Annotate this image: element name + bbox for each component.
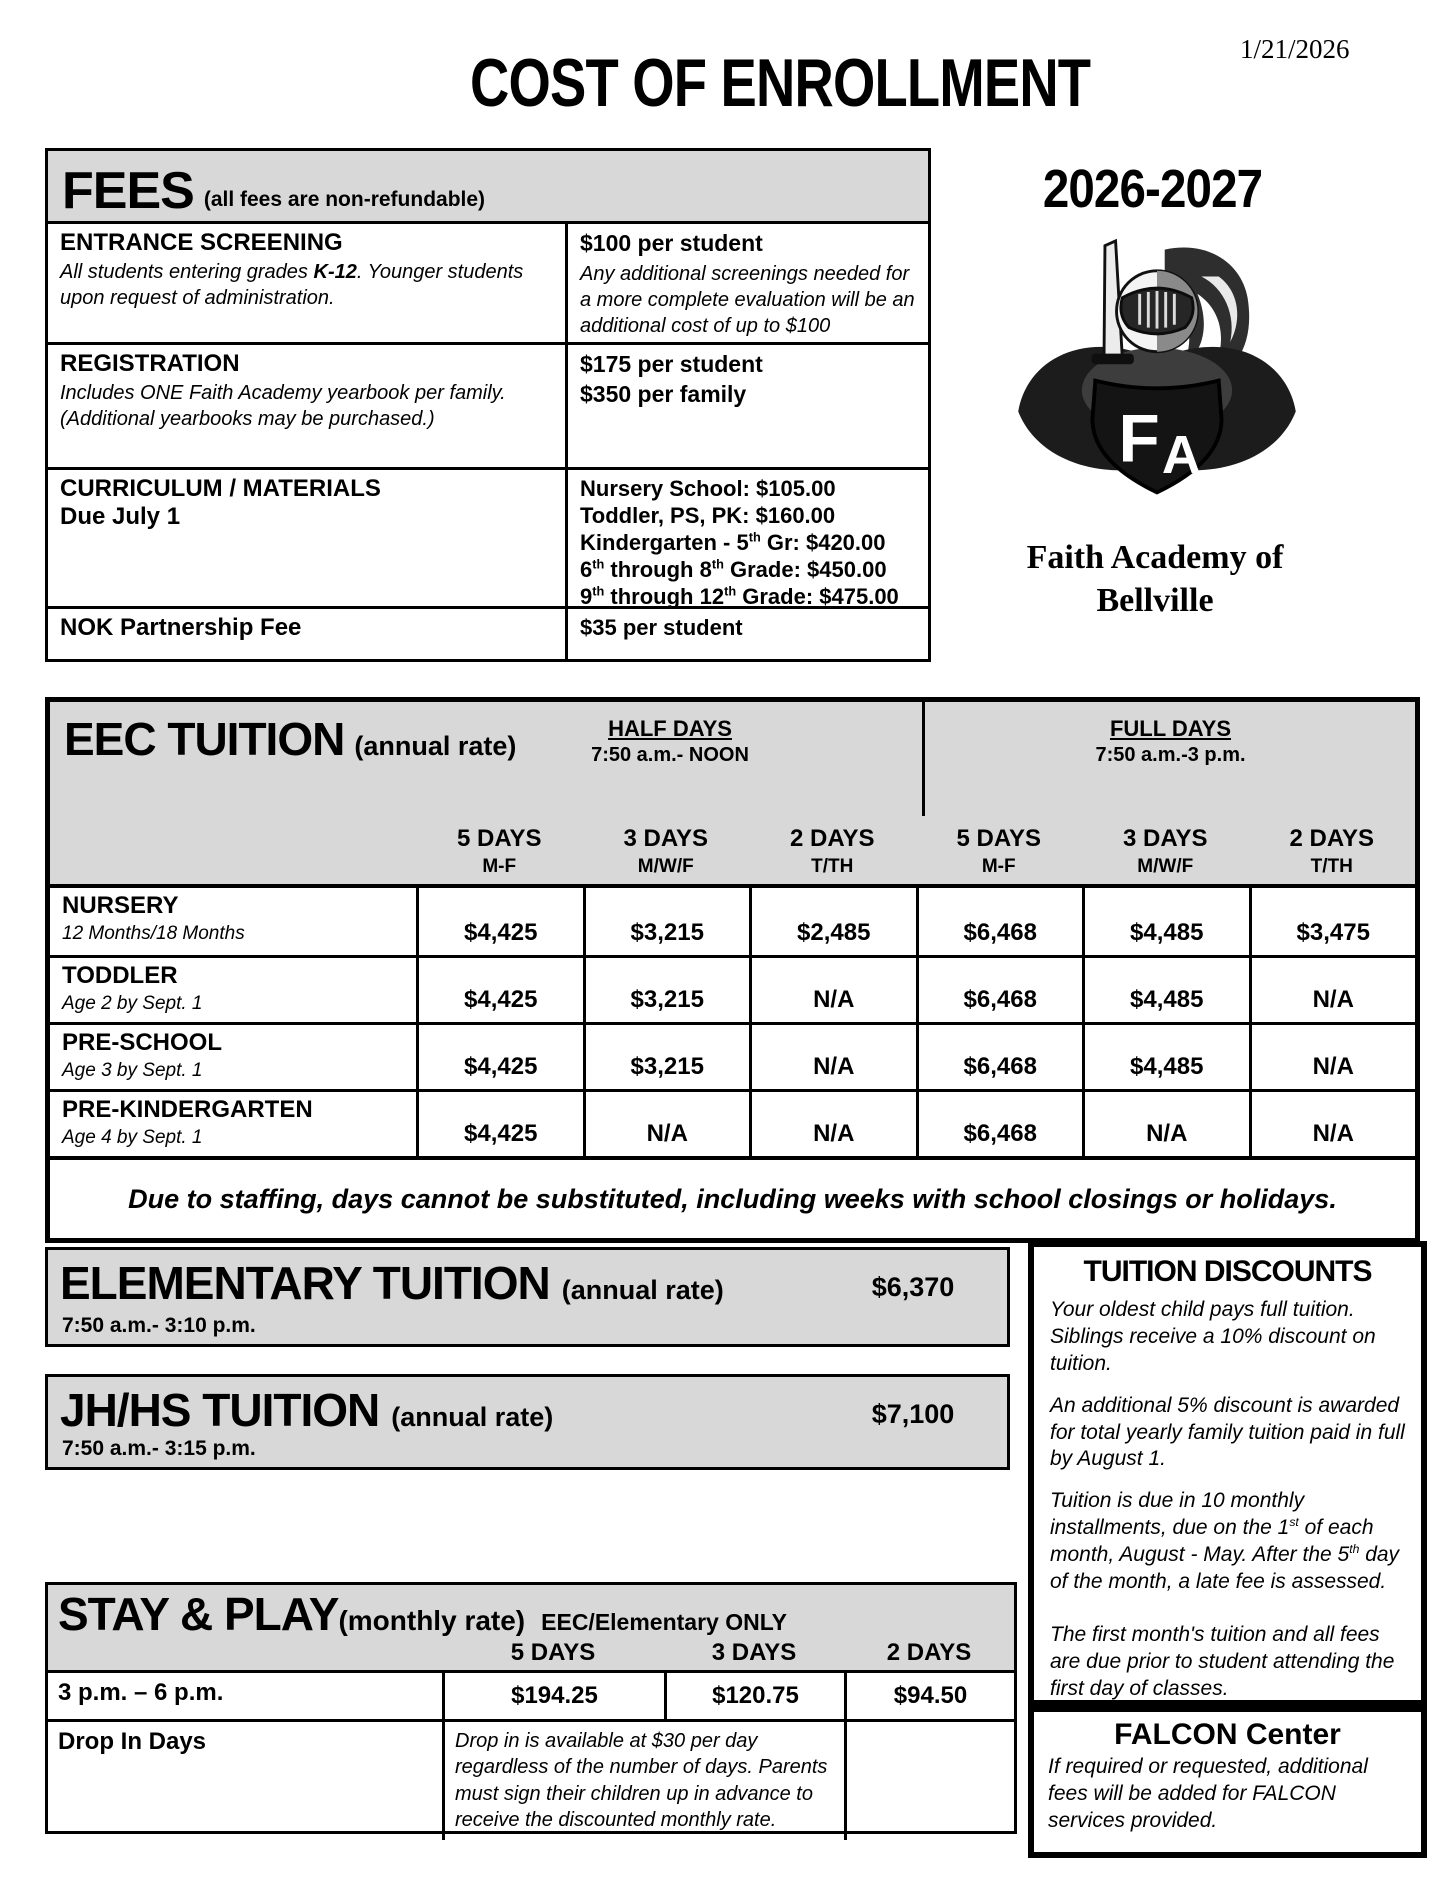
tuition-value: N/A bbox=[1082, 1092, 1249, 1156]
day-col-header: 3 DAYS M/W/F bbox=[623, 825, 708, 877]
tuition-value: $4,485 bbox=[1082, 888, 1249, 955]
tuition-value: $6,468 bbox=[916, 1025, 1083, 1089]
stay-and-play-table bbox=[45, 1582, 1017, 1834]
eec-staffing-note: Due to staffing, days cannot be substituted, including weeks with school closings or holidays. bbox=[50, 1156, 1415, 1238]
fee-cost: Toddler, PS, PK: $160.00 bbox=[580, 503, 836, 528]
discount-paragraph: The first month's tuition and all fees are due prior to student attending the first day of classes. bbox=[1050, 1622, 1395, 1700]
fee-cost: Kindergarten - 5th Gr: $420.00 bbox=[580, 529, 886, 555]
half-days-group-header: HALF DAYS 7:50 a.m.- NOON bbox=[591, 716, 749, 766]
school-year: 2026-2027 bbox=[1042, 159, 1263, 219]
eec-row-nursery: NURSERY 12 Months/18 Months $4,425 $3,215 $2,485 $6,468 $4,485 $3,475 bbox=[50, 888, 1415, 955]
eec-row-prekindergarten: PRE-KINDERGARTEN Age 4 by Sept. 1 $4,425 N/A N/A $6,468 N/A N/A bbox=[50, 1089, 1415, 1156]
school-logo-knight bbox=[1012, 238, 1302, 503]
eec-title: EEC TUITION bbox=[64, 713, 345, 765]
half-full-divider bbox=[922, 702, 925, 816]
fee-cost: $100 per student bbox=[580, 230, 763, 256]
fee-cost: $350 per family bbox=[580, 380, 747, 407]
discount-paragraph: Your oldest child pays full tuition. Siblings receive a 10% discount on tuition. bbox=[1050, 1298, 1376, 1375]
full-days-group-header: FULL DAYS 7:50 a.m.-3 p.m. bbox=[1095, 716, 1246, 766]
fee-cost: $175 per student bbox=[580, 351, 763, 377]
elementary-tuition-box bbox=[45, 1247, 1010, 1347]
stay-play-subtitle: (monthly rate) bbox=[338, 1605, 526, 1636]
fees-subtitle: (all fees are non-refundable) bbox=[203, 188, 486, 211]
tuition-value: $6,468 bbox=[916, 888, 1083, 955]
fees-row-entrance-screening bbox=[48, 221, 928, 342]
logo-letter-f: F bbox=[1118, 401, 1160, 477]
stay-and-play-header bbox=[48, 1585, 1014, 1673]
tuition-value: $4,485 bbox=[1082, 1025, 1249, 1089]
fee-description: Includes ONE Faith Academy yearbook per family. (Additional yearbooks may be purchased.) bbox=[60, 381, 506, 430]
falcon-center-title: FALCON Center bbox=[1114, 1718, 1341, 1751]
elementary-subtitle: (annual rate) bbox=[561, 1275, 724, 1305]
fee-cost-description: Any additional screenings needed for a more complete evaluation will be an additional cost of up to $100 bbox=[580, 262, 915, 337]
fee-cost: $35 per student bbox=[580, 615, 743, 640]
tuition-value: $4,425 bbox=[416, 1025, 583, 1089]
stay-play-price: $94.50 bbox=[844, 1673, 1014, 1719]
jhhs-subtitle: (annual rate) bbox=[391, 1402, 554, 1432]
elementary-price: $6,370 bbox=[871, 1272, 955, 1302]
logo-letter-a: A bbox=[1161, 425, 1201, 486]
tuition-value: $6,468 bbox=[916, 1092, 1083, 1156]
eec-subtitle: (annual rate) bbox=[354, 731, 517, 761]
stay-play-price: $194.25 bbox=[442, 1673, 664, 1719]
elementary-title: ELEMENTARY TUITION bbox=[60, 1257, 550, 1309]
stay-play-row-drop-in: Drop In Days Drop in is available at $30 per day regardless of the number of days. Parents must sign their children up in advance to receive the discounted monthly rate. bbox=[48, 1719, 1014, 1840]
falcon-center-box bbox=[1028, 1706, 1427, 1858]
elementary-hours: 7:50 a.m.- 3:10 p.m. bbox=[62, 1314, 256, 1337]
tuition-value: $4,425 bbox=[416, 888, 583, 955]
tuition-value: $3,215 bbox=[583, 958, 750, 1022]
fee-cost: 6th through 8th Grade: $450.00 bbox=[580, 556, 887, 582]
fee-name: NOK Partnership Fee bbox=[60, 614, 302, 641]
tuition-value: N/A bbox=[583, 1092, 750, 1156]
discount-paragraph: Tuition is due in 10 monthly installments, due on the 1st of each month, August - May. After the 5th day of the month, a late fee is assessed. bbox=[1050, 1489, 1400, 1593]
fees-row-nok-partnership bbox=[48, 606, 928, 659]
tuition-discounts-box bbox=[1028, 1241, 1427, 1706]
tuition-value: N/A bbox=[749, 958, 916, 1022]
falcon-center-text: If required or requested, additional fees will be added for FALCON services provided. bbox=[1048, 1755, 1368, 1832]
empty-cell bbox=[844, 1722, 1014, 1840]
stay-play-row-afternoon: 3 p.m. – 6 p.m. $194.25 $120.75 $94.50 bbox=[48, 1673, 1014, 1719]
column-header: 5 DAYS bbox=[510, 1639, 596, 1666]
jhhs-price: $7,100 bbox=[871, 1399, 955, 1429]
sword-guard bbox=[1091, 354, 1133, 365]
eec-table-header bbox=[50, 702, 1415, 888]
jhhs-hours: 7:50 a.m.- 3:15 p.m. bbox=[62, 1437, 256, 1460]
tuition-value: N/A bbox=[749, 1092, 916, 1156]
page-title: COST OF ENROLLMENT bbox=[470, 45, 1091, 121]
fee-description: All students entering grades K-12. Younger students upon request of administration. bbox=[60, 260, 524, 309]
jhhs-title: JH/HS TUITION bbox=[60, 1384, 380, 1436]
tuition-value: $6,468 bbox=[916, 958, 1083, 1022]
day-col-header: 5 DAYS M-F bbox=[457, 825, 542, 877]
fee-cost: Nursery School: $105.00 bbox=[580, 476, 836, 501]
tuition-value: N/A bbox=[1249, 958, 1416, 1022]
discount-paragraph: An additional 5% discount is awarded for total yearly family tuition paid in full by August 1. bbox=[1050, 1393, 1405, 1471]
tuition-value: $3,475 bbox=[1249, 888, 1416, 955]
fee-name: CURRICULUM / MATERIALS bbox=[60, 475, 381, 502]
tuition-value: N/A bbox=[1249, 1092, 1416, 1156]
day-col-header: 2 DAYS T/TH bbox=[1289, 825, 1374, 877]
eec-row-preschool: PRE-SCHOOL Age 3 by Sept. 1 $4,425 $3,215 N/A $6,468 $4,485 N/A bbox=[50, 1022, 1415, 1089]
stay-play-price: $120.75 bbox=[664, 1673, 844, 1719]
fees-row-registration bbox=[48, 342, 928, 467]
eec-tuition-table bbox=[45, 697, 1420, 1243]
column-header: 3 DAYS bbox=[711, 1639, 797, 1666]
fees-table-header bbox=[48, 151, 928, 221]
tuition-discounts-title: TUITION DISCOUNTS bbox=[1083, 1255, 1372, 1288]
jhhs-tuition-box bbox=[45, 1374, 1010, 1470]
tuition-value: $4,425 bbox=[416, 958, 583, 1022]
day-col-header: 2 DAYS T/TH bbox=[790, 825, 875, 877]
fee-name: ENTRANCE SCREENING bbox=[60, 229, 343, 256]
tuition-value: $2,485 bbox=[749, 888, 916, 955]
tuition-value: $4,425 bbox=[416, 1092, 583, 1156]
eec-day-columns-header bbox=[50, 825, 1415, 878]
document-date: 1/21/2026 bbox=[1240, 34, 1350, 64]
stay-play-scope: EEC/Elementary ONLY bbox=[541, 1609, 787, 1635]
fees-title: FEES bbox=[62, 162, 194, 221]
tuition-value: N/A bbox=[749, 1025, 916, 1089]
day-col-header: 3 DAYS M/W/F bbox=[1123, 825, 1208, 877]
day-col-header: 5 DAYS M-F bbox=[956, 825, 1041, 877]
fee-due-date: Due July 1 bbox=[60, 502, 181, 530]
eec-row-toddler: TODDLER Age 2 by Sept. 1 $4,425 $3,215 N/A $6,468 $4,485 N/A bbox=[50, 955, 1415, 1022]
tuition-value: N/A bbox=[1249, 1025, 1416, 1089]
stay-play-title: STAY & PLAY bbox=[58, 1588, 339, 1640]
tuition-value: $3,215 bbox=[583, 888, 750, 955]
fees-row-curriculum-materials bbox=[48, 467, 928, 609]
tuition-value: $3,215 bbox=[583, 1025, 750, 1089]
fee-cost: 9th through 12th Grade: $475.00 bbox=[580, 583, 899, 609]
fees-table bbox=[45, 148, 931, 662]
school-name: Faith Academy of Bellville bbox=[1026, 539, 1284, 619]
column-header: 2 DAYS bbox=[886, 1639, 972, 1666]
drop-in-note: Drop in is available at $30 per day regardless of the number of days. Parents must sign their children up in advance to receive the discounted monthly rate. bbox=[442, 1722, 844, 1840]
tuition-value: $4,485 bbox=[1082, 958, 1249, 1022]
fee-name: REGISTRATION bbox=[60, 350, 240, 377]
